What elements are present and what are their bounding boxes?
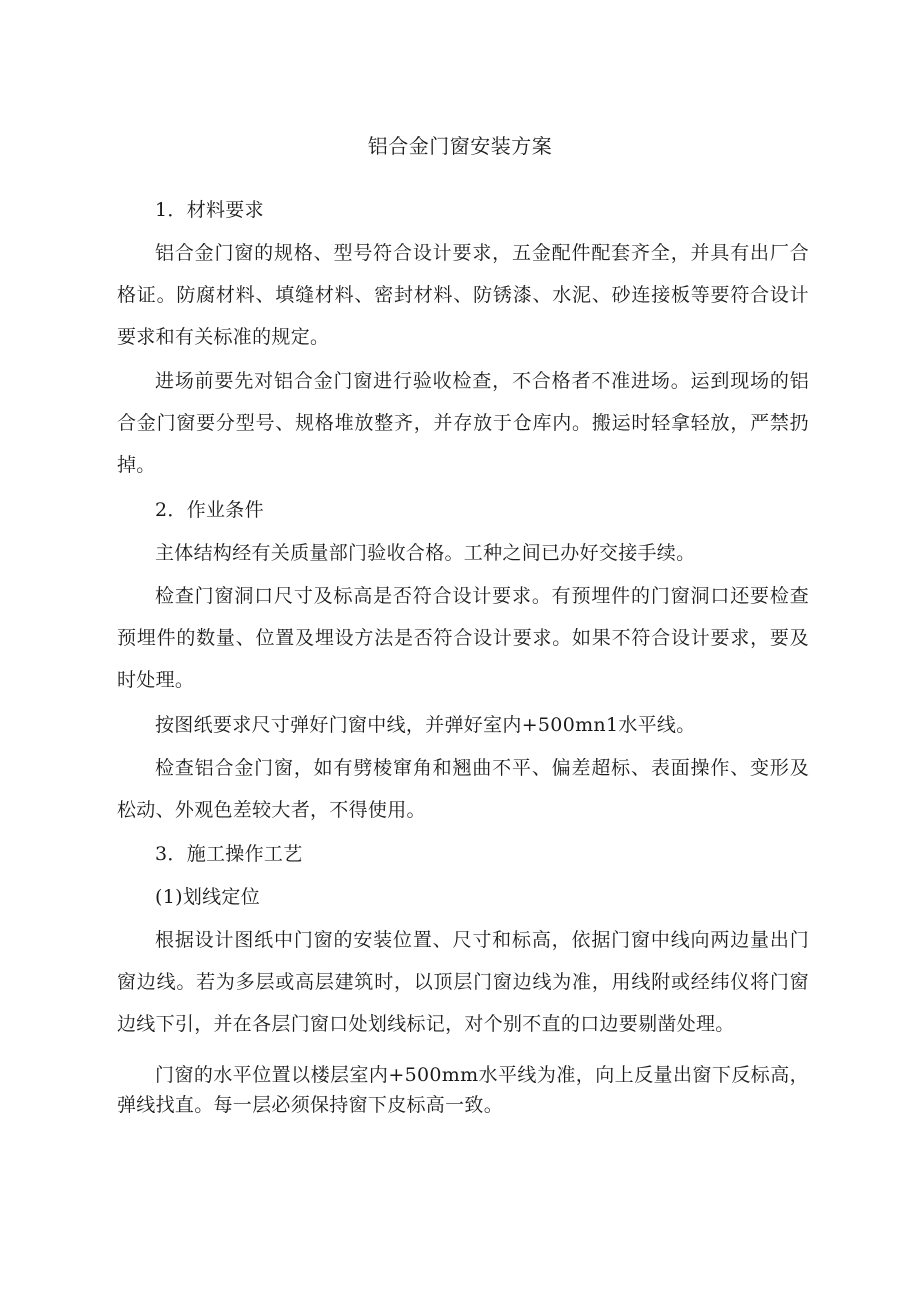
section-heading-3: 3．施工操作工艺 (155, 843, 303, 865)
paragraph-materials: 铝合金门窗的规格、型号符合设计要求，五金配件配套齐全，并具有出厂合格证。防腐材料、填缝材料、密封材料、防锈漆、水泥、砂连接板等要符合设计要求和有关标准的规定。 (117, 242, 809, 348)
paragraph-horizontal-position: 门窗的水平位置以楼层室内+500mm水平线为准，向上反量出窗下反标高，弹线找直。每一层必须保持窗下皮标高一致。 (117, 1064, 809, 1116)
paragraph-inspection: 进场前要先对铝合金门窗进行验收检查，不合格者不准进场。运到现场的铝合金门窗要分型号、规格堆放整齐，并存放于仓库内。搬运时轻拿轻放，严禁扔掉。 (117, 370, 809, 476)
paragraph-layout-marking: 根据设计图纸中门窗的安装位置、尺寸和标高，依据门窗中线向两边量出门窗边线。若为多层或高层建筑时，以顶层门窗边线为准，用线附或经纬仪将门窗边线下引，并在各层门窗口处划线标记，对个别不直的口边要剔凿处理。 (117, 929, 809, 1035)
paragraph-centerline: 按图纸要求尺寸弹好门窗中线，并弹好室内+500mn1水平线。 (155, 714, 696, 736)
section-heading-1: 1．材料要求 (155, 199, 264, 221)
paragraph-structure: 主体结构经有关质量部门验收合格。工种之间已办好交接手续。 (155, 542, 696, 564)
subsection-heading-1: (1)划线定位 (155, 886, 261, 908)
document-title: 铝合金门窗安装方案 (367, 134, 553, 158)
paragraph-window-check: 检查铝合金门窗，如有劈棱窜角和翘曲不平、偏差超标、表面操作、变形及松动、外观色差较大者，不得使用。 (117, 757, 809, 821)
paragraph-opening-check: 检查门窗洞口尺寸及标高是否符合设计要求。有预埋件的门窗洞口还要检查预埋件的数量、位置及埋设方法是否符合设计要求。如果不符合设计要求，要及时处理。 (117, 585, 809, 691)
section-heading-2: 2．作业条件 (155, 499, 264, 521)
